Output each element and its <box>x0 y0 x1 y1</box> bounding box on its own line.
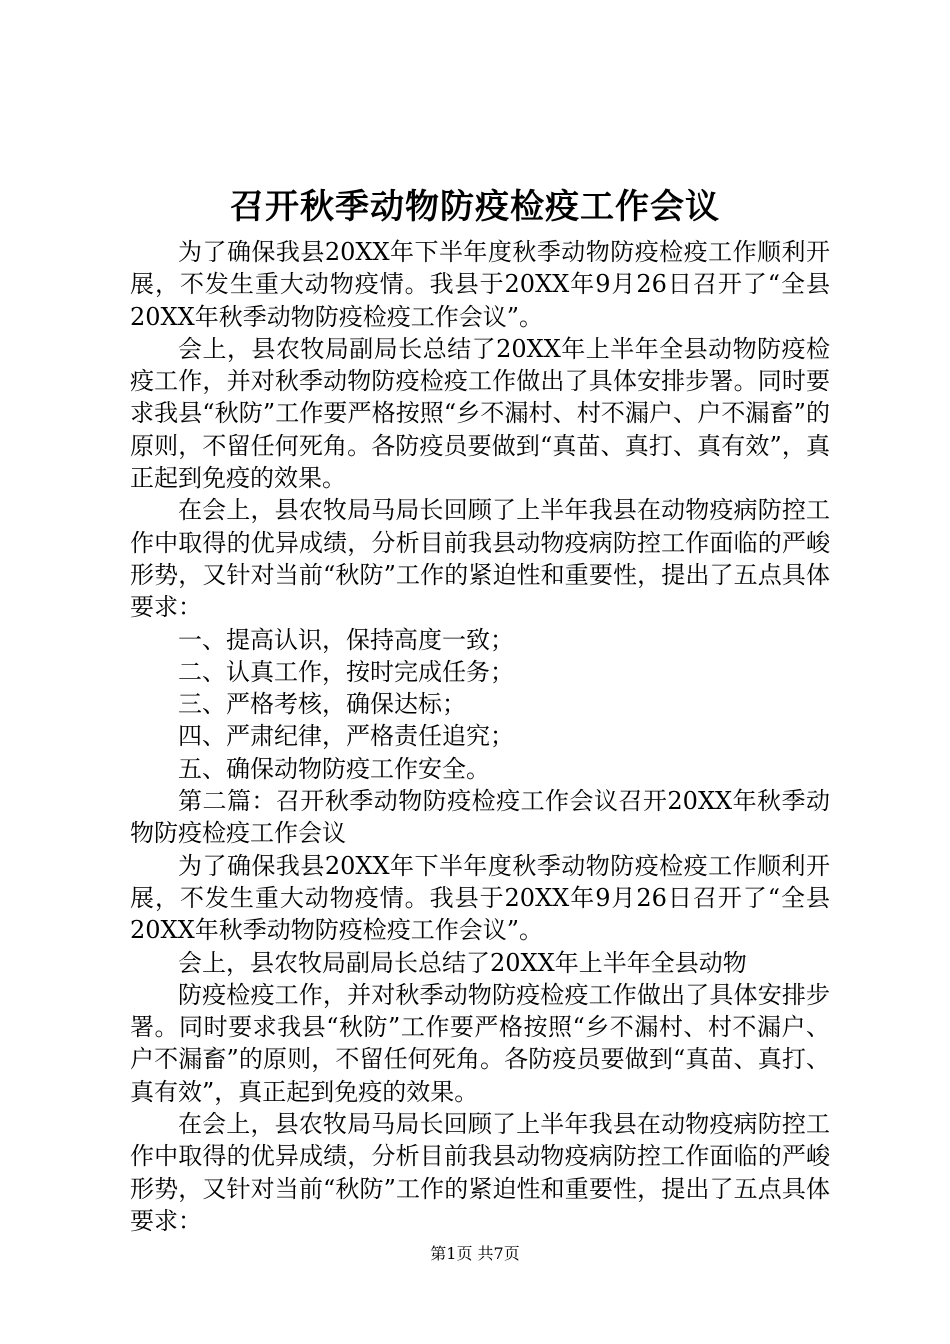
paragraph-director-review-repeat: 在会上，县农牧局马局长回顾了上半年我县在动物疫病防控工作中取得的优异成绩，分析目前我县动物疫病防控工作面临的严峻形势，又针对当前“秋防”工作的紧迫性和重要性，提出了五点具体要求： <box>130 1110 830 1235</box>
requirement-item-5: 五、确保动物防疫工作安全。 <box>178 754 490 783</box>
document-body <box>130 236 830 1237</box>
paragraph-intro: 为了确保我县20XX年下半年度秋季动物防疫检疫工作顺利开展，不发生重大动物疫情。我县于20XX年9月26日召开了“全县20XX年秋季动物防疫检疫工作会议”。 <box>130 238 830 331</box>
paragraph-meeting-summary: 会上，县农牧局副局长总结了20XX年上半年全县动物防疫检疫工作，并对秋季动物防疫检疫工作做出了具体安排步署。同时要求我县“秋防”工作要严格按照“乡不漏村、村不漏户、户不漏畜”的原则，不留任何死角。各防疫员要做到“真苗、真打、真有效”，真正起到免疫的效果。 <box>130 334 830 493</box>
paragraph-meeting-summary-continued: 防疫检疫工作，并对秋季动物防疫检疫工作做出了具体安排步署。同时要求我县“秋防”工作要严格按照“乡不漏村、村不漏户、户不漏畜”的原则，不留任何死角。各防疫员要做到“真苗、真打、真有效”，真正起到免疫的效果。 <box>130 980 830 1106</box>
paragraph-meeting-summary-start: 会上，县农牧局副局长总结了20XX年上半年全县动物 <box>178 948 747 977</box>
paragraph-intro-repeat: 为了确保我县20XX年下半年度秋季动物防疫检疫工作顺利开展，不发生重大动物疫情。我县于20XX年9月26日召开了“全县20XX年秋季动物防疫检疫工作会议”。 <box>130 851 830 945</box>
section-heading-part-two: 第二篇：召开秋季动物防疫检疫工作会议召开20XX年秋季动物防疫检疫工作会议 <box>130 787 830 848</box>
page-footer: 第1页 共7页 <box>430 1244 520 1263</box>
requirement-item-2: 二、认真工作，按时完成任务； <box>178 657 514 686</box>
paragraph-director-review: 在会上，县农牧局马局长回顾了上半年我县在动物疫病防控工作中取得的优异成绩，分析目前我县动物疫病防控工作面临的严峻形势，又针对当前“秋防”工作的紧迫性和重要性，提出了五点具体要求： <box>130 496 830 622</box>
document-title: 召开秋季动物防疫检疫工作会议 <box>230 187 720 227</box>
requirement-item-1: 一、提高认识，保持高度一致； <box>178 625 514 654</box>
requirement-item-3: 三、严格考核，确保达标； <box>178 690 466 719</box>
requirement-item-4: 四、严肃纪律，严格责任追究； <box>178 722 514 751</box>
